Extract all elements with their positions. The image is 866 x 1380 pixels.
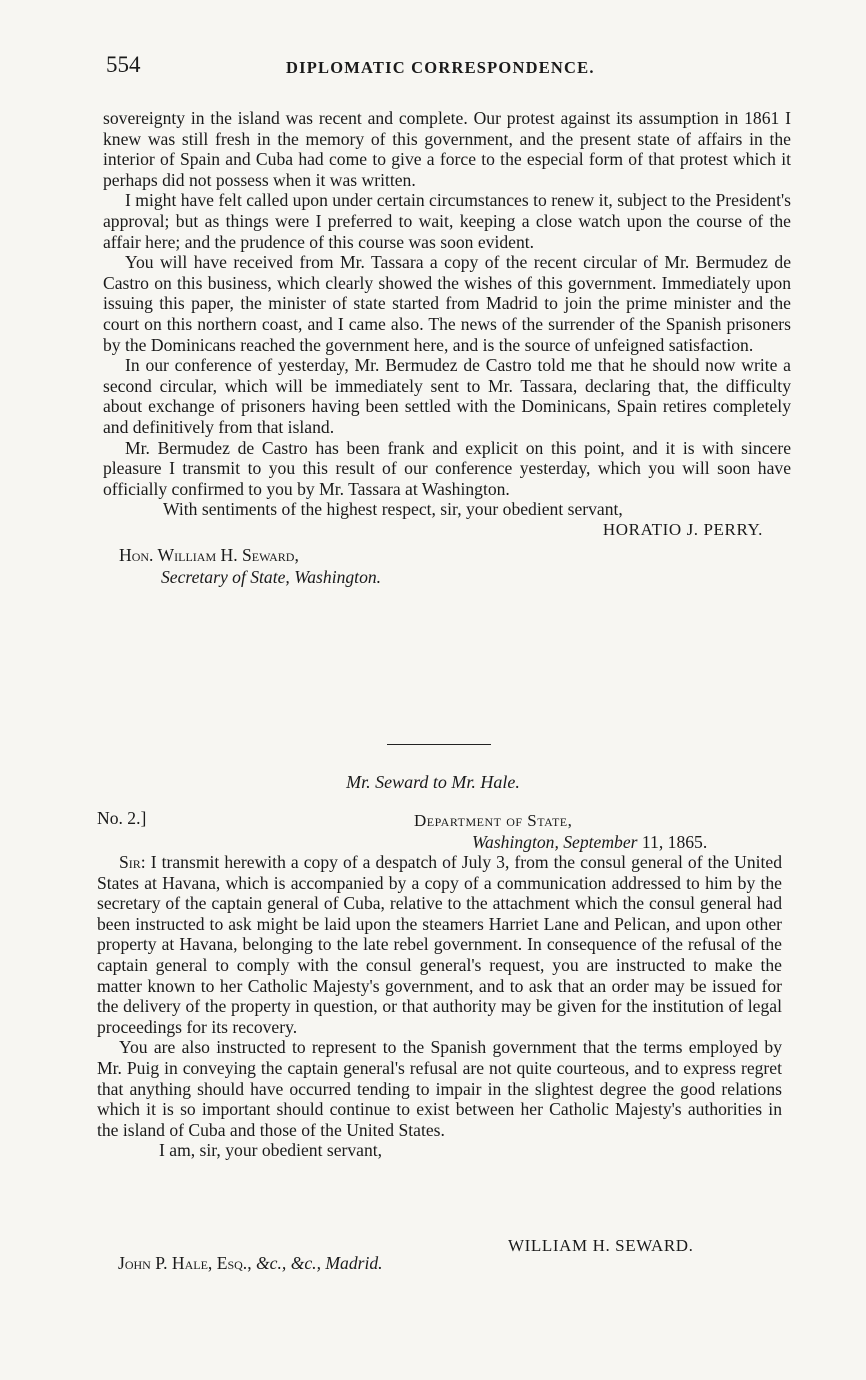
salutation: Sir: [119, 852, 146, 872]
addressee-block [119, 544, 791, 588]
addressee-title: Secretary of State, Washington. [161, 567, 382, 588]
paragraph: sovereignty in the island was recent and complete. Our protest against its assumption in 1861 I knew was still fresh in the memory of this government, and the present state of affairs in the interior of Spain and Cuba had come to give a force to the especial form of that protest which it perhaps did not possess when it was written. [103, 108, 791, 190]
letter-number: No. 2.] [97, 808, 147, 828]
paragraph: You will have received from Mr. Tassara a copy of the recent circular of Mr. Bermudez de Castro on this business, which clearly showed the wishes of this government. Immediately upon issuing this paper, the minister of state started from Madrid to join the prime minister and the court on this northern coast, and I came also. The news of the surrender of the Spanish prisoners by the Dominicans reached the government here, and is the source of unfeigned satisfaction. [103, 252, 791, 355]
letter-heading: Mr. Seward to Mr. Hale. [346, 772, 520, 792]
date-day: 11, 1865. [641, 832, 708, 852]
running-head: DIPLOMATIC CORRESPONDENCE. [286, 58, 595, 77]
date-line [472, 832, 707, 853]
letter-seward-body [97, 852, 782, 1161]
section-divider [387, 744, 491, 745]
page-number: 554 [106, 52, 141, 77]
paragraph: I might have felt called upon under certain circumstances to renew it, subject to the President's approval; but as things were I preferred to wait, keeping a close watch upon the course of the affair here; and the prudence of this course was soon evident. [103, 190, 791, 252]
paragraph: In our conference of yesterday, Mr. Bermudez de Castro told me that he should now write a second circular, which will be immediately sent to Mr. Tassara, declaring that, the difficulty about exchange of prisoners having been settled with the Dominicans, Spain retires completely and definitively from that island. [103, 355, 791, 437]
letter-perry-body [103, 108, 791, 588]
closing-line: With sentiments of the highest respect, sir, your obedient servant, [163, 499, 623, 520]
signature-perry: HORATIO J. PERRY. [602, 519, 763, 539]
paragraph [97, 852, 782, 1037]
page-header [106, 52, 786, 86]
addressee-name: Hon. William H. Seward, [119, 545, 299, 566]
addressee-hale [118, 1253, 383, 1274]
paragraph: You are also instructed to represent to the Spanish government that the terms employed by Mr. Puig in conveying the captain general's refusal are not quite courteous, and to express regret that anything should have occurred tending to impair in the slightest degree the good relations which it is so important should continue to exist between her Catholic Majesty's authorities in the island of Cuba and those of the United States. [97, 1037, 782, 1140]
paragraph-text: I transmit herewith a copy of a despatch of July 3, from the consul general of the United States at Havana, which is accompanied by a copy of a communication addressed to him by the secretary of the captain general of Cuba, relative to the attachment which the consul general had been instructed to ask might be laid upon the steamers Harriet Lane and Pelican, and upon other property at Havana, belonging to the late rebel government. In consequence of the refusal of the captain general to comply with the consul general's request, you are instructed to make the matter known to her Catholic Majesty's government, and to ask that an order may be issued for the delivery of the property in question, or that authority may be given for the institution of legal proceedings for its recovery. [97, 852, 783, 1037]
closing-line: I am, sir, your obedient servant, [159, 1140, 383, 1161]
department-line: Department of State, [414, 811, 573, 830]
signature-seward: WILLIAM H. SEWARD. [508, 1236, 694, 1255]
date-place: Washington, September [472, 832, 638, 852]
paragraph: Mr. Bermudez de Castro has been frank and explicit on this point, and it is with sincere pleasure I transmit to you this result of our conference yesterday, which you will soon have officially confirmed to you by Mr. Tassara at Washington. [103, 437, 791, 499]
addressee-rest: &c., &c., Madrid. [256, 1253, 383, 1273]
addressee-name: John P. Hale, Esq., [118, 1253, 252, 1273]
